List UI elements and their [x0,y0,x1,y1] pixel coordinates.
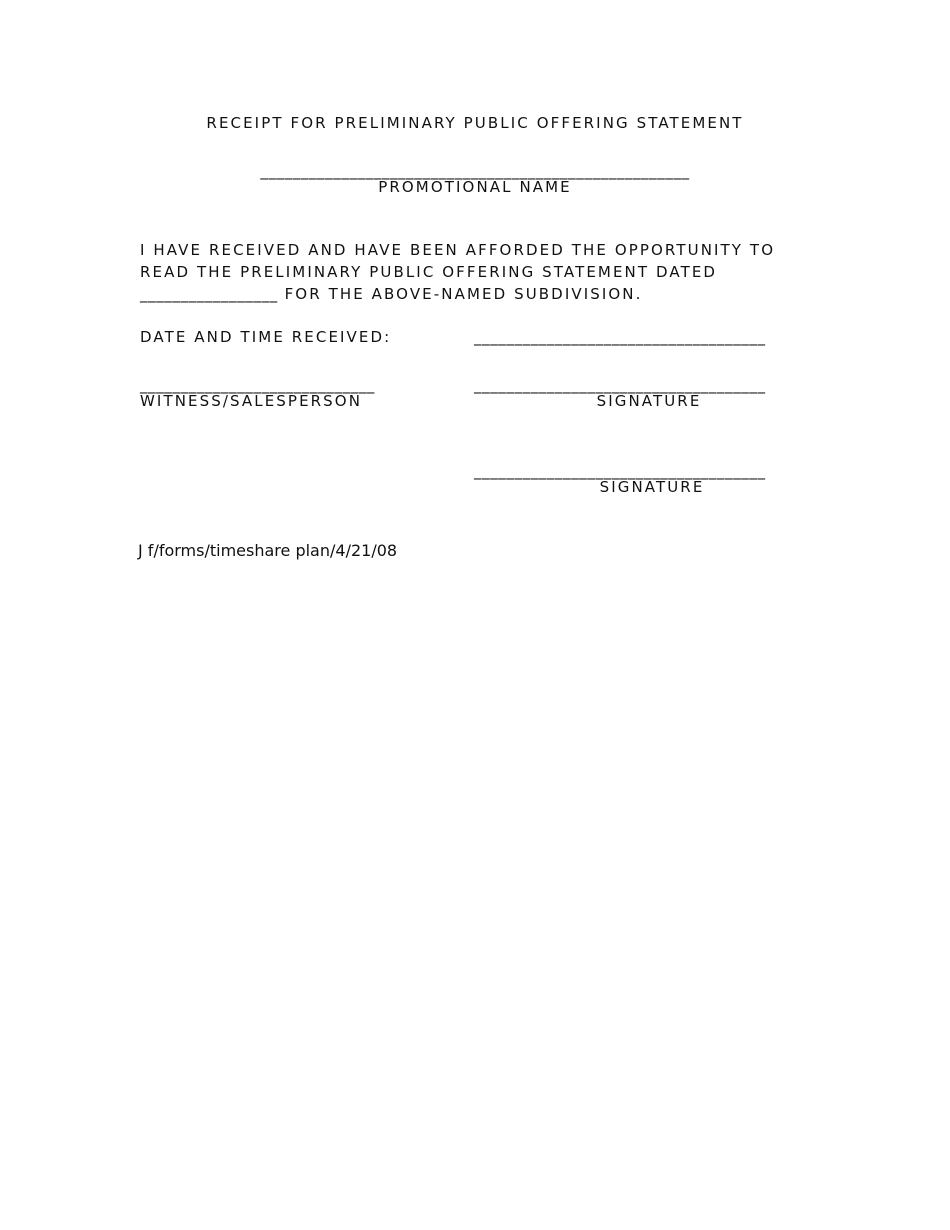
date-time-field[interactable]: ____________________________________ [474,328,766,346]
paragraph-line-3-text: FOR THE ABOVE-NAMED SUBDIVISION. [277,285,643,303]
promotional-name-field[interactable]: _____________________________________________________ [260,162,690,180]
document-title: RECEIPT FOR PRELIMINARY PUBLIC OFFERING STATEMENT [206,114,744,132]
form-reference-footer: J f/forms/timeshare plan/4/21/08 [138,541,398,560]
statement-date-field[interactable]: _________________ [140,285,278,303]
signature-label-2: SIGNATURE [599,478,705,496]
signature-field-1[interactable]: ____________________________________ [474,376,766,394]
paragraph-line-1: I HAVE RECEIVED AND HAVE BEEN AFFORDED THE OPPORTUNITY TO [140,241,776,259]
acknowledgement-paragraph [140,239,775,305]
promotional-name-label: PROMOTIONAL NAME [378,178,572,196]
date-time-label: DATE AND TIME RECEIVED: [140,328,392,346]
signature-label-1: SIGNATURE [596,392,702,410]
witness-label: WITNESS/SALESPERSON [140,392,363,410]
paragraph-line-2: READ THE PRELIMINARY PUBLIC OFFERING STATEMENT DATED [140,263,718,281]
signature-field-2[interactable]: ____________________________________ [474,462,766,480]
witness-signature-field[interactable]: _____________________________ [140,376,375,394]
paragraph-line-3 [140,283,775,305]
